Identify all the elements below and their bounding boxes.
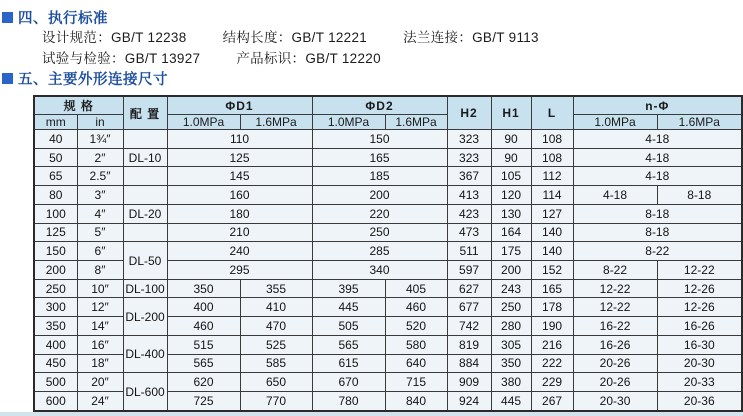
cell: 323 — [447, 130, 491, 149]
cell: 410 — [240, 298, 312, 317]
spec-design: 设计规范：GB/T 12238 — [42, 30, 187, 45]
cell: 200 — [34, 261, 77, 280]
cell: 295 — [167, 261, 312, 280]
table-row — [34, 96, 742, 115]
cell: 243 — [491, 279, 531, 298]
cell: 105 — [491, 167, 531, 186]
cell: 185 — [312, 167, 447, 186]
table-row — [34, 148, 742, 167]
cell: 597 — [447, 261, 491, 280]
header-cell: ΦD2 — [312, 96, 447, 115]
cell: 20-30 — [657, 354, 742, 373]
cell: 280 — [491, 317, 531, 336]
cell: 4-18 — [573, 167, 742, 186]
cell: 222 — [531, 354, 573, 373]
cell: 140 — [531, 242, 573, 261]
cell: 615 — [312, 354, 385, 373]
cell: 20″ — [77, 373, 123, 392]
cell: 300 — [34, 298, 77, 317]
cell: 10″ — [77, 279, 123, 298]
cell: 165 — [531, 279, 573, 298]
cell: 8-22 — [573, 261, 657, 280]
cell: 24″ — [77, 392, 123, 411]
table-row — [34, 279, 742, 298]
cell: 355 — [240, 279, 312, 298]
cell: 250 — [34, 279, 77, 298]
cell: 108 — [531, 148, 573, 167]
cell: 140 — [531, 223, 573, 242]
cell: 350 — [167, 279, 240, 298]
cell: 14″ — [77, 317, 123, 336]
cell: 216 — [531, 335, 573, 354]
cell: 470 — [240, 317, 312, 336]
cell: 565 — [312, 335, 385, 354]
cell: 380 — [491, 373, 531, 392]
cell: 323 — [447, 148, 491, 167]
spec-test-inspection: 试验与检验：GB/T 13927 — [42, 51, 201, 66]
cell: 152 — [531, 261, 573, 280]
header-cell: n-Φ — [573, 96, 742, 115]
cell: 395 — [312, 279, 385, 298]
cell: 620 — [167, 373, 240, 392]
cell: 670 — [312, 373, 385, 392]
header-cell: 1.6MPa — [240, 115, 312, 130]
cell: 3″ — [77, 186, 123, 205]
page-bottom-strip — [0, 412, 743, 416]
cell: 100 — [34, 204, 77, 223]
cell: 175 — [491, 242, 531, 261]
cell: 2.5″ — [77, 167, 123, 186]
table-row — [34, 130, 742, 149]
cell: DL-400 — [123, 335, 167, 372]
cell: 840 — [385, 392, 447, 411]
cell: 12-26 — [657, 298, 742, 317]
cell: 240 — [167, 242, 312, 261]
cell: 40 — [34, 130, 77, 149]
table-row — [34, 167, 742, 186]
section-standards-title: 四、执行标准 — [18, 11, 108, 27]
cell: 18″ — [77, 354, 123, 373]
cell: 640 — [385, 354, 447, 373]
table-head — [34, 96, 742, 130]
cell: 285 — [312, 242, 447, 261]
cell: 627 — [447, 279, 491, 298]
cell: 565 — [167, 354, 240, 373]
cell: 16-26 — [657, 317, 742, 336]
cell — [123, 130, 167, 149]
cell: 505 — [312, 317, 385, 336]
cell: 180 — [167, 204, 312, 223]
cell: 405 — [385, 279, 447, 298]
square-bullet-icon — [2, 73, 13, 84]
cell: 127 — [531, 204, 573, 223]
cell: 770 — [240, 392, 312, 411]
cell: 473 — [447, 223, 491, 242]
cell: DL-600 — [123, 373, 167, 411]
cell: 715 — [385, 373, 447, 392]
cell: 267 — [531, 392, 573, 411]
cell: 725 — [167, 392, 240, 411]
cell: 178 — [531, 298, 573, 317]
cell: 164 — [491, 223, 531, 242]
header-cell: 1.0MPa — [312, 115, 385, 130]
cell: 190 — [531, 317, 573, 336]
cell: 145 — [167, 167, 312, 186]
header-cell: 1.6MPa — [385, 115, 447, 130]
cell: 580 — [385, 335, 447, 354]
cell: 884 — [447, 354, 491, 373]
cell — [123, 186, 167, 205]
cell: 110 — [167, 130, 312, 149]
cell: 12-22 — [657, 261, 742, 280]
cell: 20-33 — [657, 373, 742, 392]
cell: 20-36 — [657, 392, 742, 411]
cell: DL-10 — [123, 148, 167, 167]
cell: 12-26 — [657, 279, 742, 298]
cell: 120 — [491, 186, 531, 205]
cell: 445 — [491, 392, 531, 411]
cell: 210 — [167, 223, 312, 242]
cell: 200 — [491, 261, 531, 280]
cell: 90 — [491, 130, 531, 149]
cell: 229 — [531, 373, 573, 392]
cell: 4-18 — [573, 186, 657, 205]
cell: 460 — [167, 317, 240, 336]
header-cell: 1.0MPa — [573, 115, 657, 130]
spec-flange-connection: 法兰连接：GB/T 9113 — [403, 30, 539, 45]
header-cell: 1.0MPa — [167, 115, 240, 130]
cell: 350 — [491, 354, 531, 373]
standards-line-1 — [42, 26, 539, 46]
cell: 5″ — [77, 223, 123, 242]
cell: 125 — [34, 223, 77, 242]
cell: 114 — [531, 186, 573, 205]
cell: 340 — [312, 261, 447, 280]
cell: 112 — [531, 167, 573, 186]
spec-structure-length: 结构长度：GB/T 12221 — [222, 30, 368, 45]
cell: 8-18 — [573, 204, 742, 223]
cell: 20-30 — [573, 392, 657, 411]
cell: 650 — [240, 373, 312, 392]
cell: 350 — [34, 317, 77, 336]
cell: 445 — [312, 298, 385, 317]
standards-line-2 — [42, 47, 381, 67]
cell: 90 — [491, 148, 531, 167]
square-bullet-icon — [2, 12, 13, 23]
cell: 400 — [34, 335, 77, 354]
section-standards-heading — [2, 7, 108, 28]
cell: 780 — [312, 392, 385, 411]
table-row — [34, 186, 742, 205]
cell: 677 — [447, 298, 491, 317]
cell: 12-22 — [573, 279, 657, 298]
cell: 305 — [491, 335, 531, 354]
cell: 413 — [447, 186, 491, 205]
cell: DL-200 — [123, 298, 167, 335]
cell: 8-22 — [573, 242, 742, 261]
cell: 924 — [447, 392, 491, 411]
cell: 500 — [34, 373, 77, 392]
cell: 2″ — [77, 148, 123, 167]
cell: 909 — [447, 373, 491, 392]
cell: 80 — [34, 186, 77, 205]
header-cell: in — [77, 115, 123, 130]
cell: 65 — [34, 167, 77, 186]
cell: 400 — [167, 298, 240, 317]
cell: 511 — [447, 242, 491, 261]
cell: 50 — [34, 148, 77, 167]
cell: 520 — [385, 317, 447, 336]
cell: 20-26 — [573, 354, 657, 373]
header-cell: H1 — [491, 96, 531, 130]
header-cell: mm — [34, 115, 77, 130]
cell: DL-100 — [123, 279, 167, 298]
cell: 819 — [447, 335, 491, 354]
section-dimensions-heading — [2, 68, 168, 89]
cell: 515 — [167, 335, 240, 354]
cell: 16″ — [77, 335, 123, 354]
table-row — [34, 204, 742, 223]
dimensions-table — [33, 95, 743, 412]
table-row — [34, 242, 742, 261]
header-cell: H2 — [447, 96, 491, 130]
header-cell: 配 置 — [123, 96, 167, 130]
cell: 742 — [447, 317, 491, 336]
cell: 20-26 — [573, 373, 657, 392]
spec-product-marking: 产品标识：GB/T 12220 — [236, 51, 381, 66]
table-row — [34, 223, 742, 242]
cell: 250 — [491, 298, 531, 317]
cell: 16-26 — [573, 335, 657, 354]
cell: 460 — [385, 298, 447, 317]
cell: 367 — [447, 167, 491, 186]
cell — [123, 223, 167, 242]
cell: 16-22 — [573, 317, 657, 336]
cell: 12-22 — [573, 298, 657, 317]
cell: 12″ — [77, 298, 123, 317]
cell: 8-18 — [573, 223, 742, 242]
table-body — [34, 130, 742, 412]
table-row — [34, 335, 742, 354]
cell: 600 — [34, 392, 77, 411]
header-cell: 规 格 — [34, 96, 123, 115]
cell: 250 — [312, 223, 447, 242]
cell: DL-50 — [123, 242, 167, 279]
cell: 4-18 — [573, 130, 742, 149]
cell: 150 — [312, 130, 447, 149]
cell: 525 — [240, 335, 312, 354]
table-row — [34, 298, 742, 317]
cell: 130 — [491, 204, 531, 223]
section-dimensions-title: 五、主要外形连接尺寸 — [18, 72, 168, 88]
cell: 1¾″ — [77, 130, 123, 149]
cell: 160 — [167, 186, 312, 205]
cell: 125 — [167, 148, 312, 167]
cell: 200 — [312, 186, 447, 205]
cell: 220 — [312, 204, 447, 223]
table-row — [34, 373, 742, 392]
cell: 8″ — [77, 261, 123, 280]
cell: 8-18 — [657, 186, 742, 205]
cell: 6″ — [77, 242, 123, 261]
cell: 165 — [312, 148, 447, 167]
cell: 4″ — [77, 204, 123, 223]
cell: 4-18 — [573, 148, 742, 167]
cell: 585 — [240, 354, 312, 373]
header-cell: L — [531, 96, 573, 130]
header-cell: 1.6MPa — [657, 115, 742, 130]
cell: 423 — [447, 204, 491, 223]
header-cell: ΦD1 — [167, 96, 312, 115]
cell: 450 — [34, 354, 77, 373]
cell: 16-30 — [657, 335, 742, 354]
cell — [123, 167, 167, 186]
cell: DL-20 — [123, 204, 167, 223]
cell: 150 — [34, 242, 77, 261]
cell: 108 — [531, 130, 573, 149]
